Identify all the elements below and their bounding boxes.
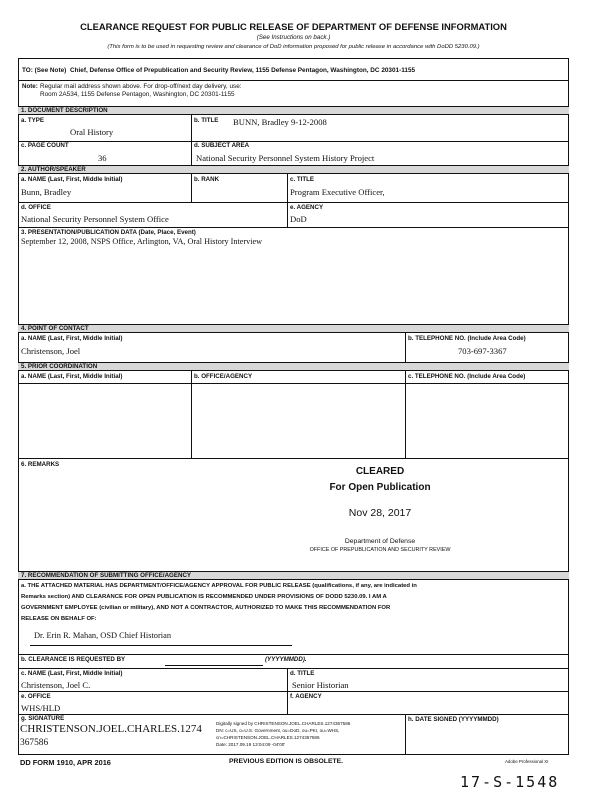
- stamp-office: OFFICE OF PREPUBLICATION AND SECURITY REVIEW: [309, 547, 451, 553]
- section-6-title: 6. REMARKS: [21, 461, 60, 468]
- section-4-title: 4. POINT OF CONTACT: [21, 325, 89, 332]
- digital-signature-line-2: DN: c=US, o=U.S. Government, ou=DoD, ou=PKI, ou=WHS,: [216, 728, 340, 733]
- signature-name-line-2: 367586: [20, 738, 49, 748]
- prior-phone-label: c. TELEPHONE NO. (Include Area Code): [408, 373, 526, 380]
- title-value: BUNN, Bradley 9-12-2008: [233, 117, 327, 127]
- poc-phone-label: b. TELEPHONE NO. (Include Area Code): [408, 335, 526, 342]
- page-count-value: 36: [98, 153, 107, 163]
- poc-name-label: a. NAME (Last, First, Middle Initial): [21, 335, 123, 342]
- digital-signature-line-1: Digitally signed by CHRISTENSON.JOEL.CHARLES.1274367586: [216, 721, 351, 726]
- clearance-requested-label: b. CLEARANCE IS REQUESTED BY: [21, 656, 126, 663]
- prior-office-label: b. OFFICE/AGENCY: [194, 373, 253, 380]
- office-value: National Security Personnel System Office: [21, 214, 169, 224]
- recommender-name-label: c. NAME (Last, First, Middle Initial): [21, 670, 123, 677]
- signature-name-line-1: CHRISTENSON.JOEL.CHARLES.1274: [20, 723, 202, 735]
- poc-name-value: Christenson, Joel: [21, 346, 81, 356]
- poc-phone-value: 703-697-3367: [458, 346, 507, 356]
- digital-signature-line-4: Date: 2017.09.19 13:04:09 -04'00': [216, 742, 286, 747]
- recommender-agency-label: f. AGENCY: [290, 693, 322, 700]
- section-7-header: [18, 571, 569, 580]
- section-3-header: [18, 227, 569, 236]
- note-label: Note:: [22, 83, 38, 90]
- previous-edition-note: PREVIOUS EDITION IS OBSOLETE.: [229, 758, 344, 765]
- section-3-title: 3. PRESENTATION/PUBLICATION DATA (Date, Place, Event): [21, 229, 196, 236]
- date-signed-label: h. DATE SIGNED (YYYYMMDD): [408, 716, 499, 723]
- recommender-office-label: e. OFFICE: [21, 693, 51, 700]
- behalf-value: Dr. Erin R. Mahan, OSD Chief Historian: [34, 631, 172, 640]
- office-label: d. OFFICE: [21, 204, 51, 211]
- section-7-title: 7. RECOMMENDATION OF SUBMITTING OFFICE/AGENCY: [21, 572, 192, 579]
- cleared-date: Nov 28, 2017: [348, 507, 412, 519]
- recommender-title-value: Senior Historian: [292, 680, 349, 690]
- prior-name-label: a. NAME (Last, First, Middle Initial): [21, 373, 123, 380]
- section-4-header: [18, 324, 569, 333]
- cleared-stamp: CLEARED: [355, 466, 405, 477]
- recommendation-line-3: GOVERNMENT EMPLOYEE (civilian or military), AND NOT A CONTRACTOR, AUTHORIZED TO MAKE THIS RECOMMENDATION FOR: [21, 605, 391, 611]
- see-instructions: (See Instructions on back.): [256, 34, 331, 41]
- section-2-title: 2. AUTHOR/SPEAKER: [21, 166, 86, 173]
- type-label: a. TYPE: [21, 117, 45, 124]
- note-line-2: Room 2A534, 1155 Defense Pentagon, Washington, DC 20301-1155: [40, 91, 235, 98]
- form-number: DD FORM 1910, APR 2016: [20, 758, 111, 767]
- subject-area-value: National Security Personnel System History Project: [196, 153, 375, 163]
- adobe-note: Adobe Professional XI: [505, 759, 549, 764]
- agency-value: DoD: [290, 214, 307, 224]
- author-name-label: a. NAME (Last, First, Middle Initial): [21, 176, 123, 183]
- subject-area-label: d. SUBJECT AREA: [194, 142, 250, 149]
- form-purpose: (This form is to be used in requesting review and clearance of DoD information proposed for public release in accordance with DoDD 5230.09.): [107, 44, 480, 50]
- recommender-title-label: d. TITLE: [290, 670, 315, 677]
- digital-signature-line-3: cn=CHRISTENSON.JOEL.CHARLES.1274367586: [216, 735, 320, 740]
- rank-label: b. RANK: [194, 176, 220, 183]
- note-line-1: Regular mail address shown above. For drop-off/next day delivery, use:: [40, 83, 242, 90]
- form-title: CLEARANCE REQUEST FOR PUBLIC RELEASE OF DEPARTMENT OF DEFENSE INFORMATION: [80, 21, 507, 32]
- stamp-department: Department of Defense: [344, 538, 416, 545]
- open-publication-stamp: For Open Publication: [329, 482, 431, 493]
- to-text: Chief, Defense Office of Prepublication and Security Review, 1155 Defense Pentagon, Washington, DC 20301-1155: [70, 67, 416, 74]
- section-5-header: [18, 362, 569, 371]
- author-name-value: Bunn, Bradley: [21, 187, 72, 197]
- title-label: b. TITLE: [194, 117, 219, 124]
- section-5-title: 5. PRIOR COORDINATION: [21, 363, 98, 370]
- signature-label: g. SIGNATURE: [21, 715, 65, 722]
- to-label: TO: (See Note): [22, 67, 67, 74]
- agency-label: e. AGENCY: [290, 204, 324, 211]
- recommender-name-value: Christenson, Joel C.: [21, 680, 91, 690]
- section-1-title: 1. DOCUMENT DESCRIPTION: [21, 107, 108, 114]
- presentation-data-value: September 12, 2008, NSPS Office, Arlington, VA, Oral History Interview: [21, 237, 263, 246]
- recommendation-line-4: RELEASE ON BEHALF OF:: [21, 616, 97, 622]
- page-count-label: c. PAGE COUNT: [21, 142, 69, 149]
- recommender-office-value: WHS/HLD: [21, 703, 61, 713]
- section-2-header: [18, 165, 569, 174]
- section-1-header: [18, 106, 569, 115]
- type-value: Oral History: [70, 127, 114, 137]
- recommendation-line-1: a. THE ATTACHED MATERIAL HAS DEPARTMENT/OFFICE/AGENCY APPROVAL FOR PUBLIC RELEASE (qualifications, if any, are indicated in: [21, 583, 417, 589]
- author-title-value: Program Executive Officer,: [290, 187, 385, 197]
- clearance-date-format: (YYYYMMDD).: [265, 656, 307, 663]
- case-number: 17-S-1548: [460, 773, 560, 791]
- author-title-label: c. TITLE: [290, 176, 315, 183]
- recommendation-line-2: Remarks section) AND CLEARANCE FOR OPEN PUBLICATION IS RECOMMENDED UNDER PROVISIONS OF DODD 5230.09. I AM A: [21, 594, 387, 600]
